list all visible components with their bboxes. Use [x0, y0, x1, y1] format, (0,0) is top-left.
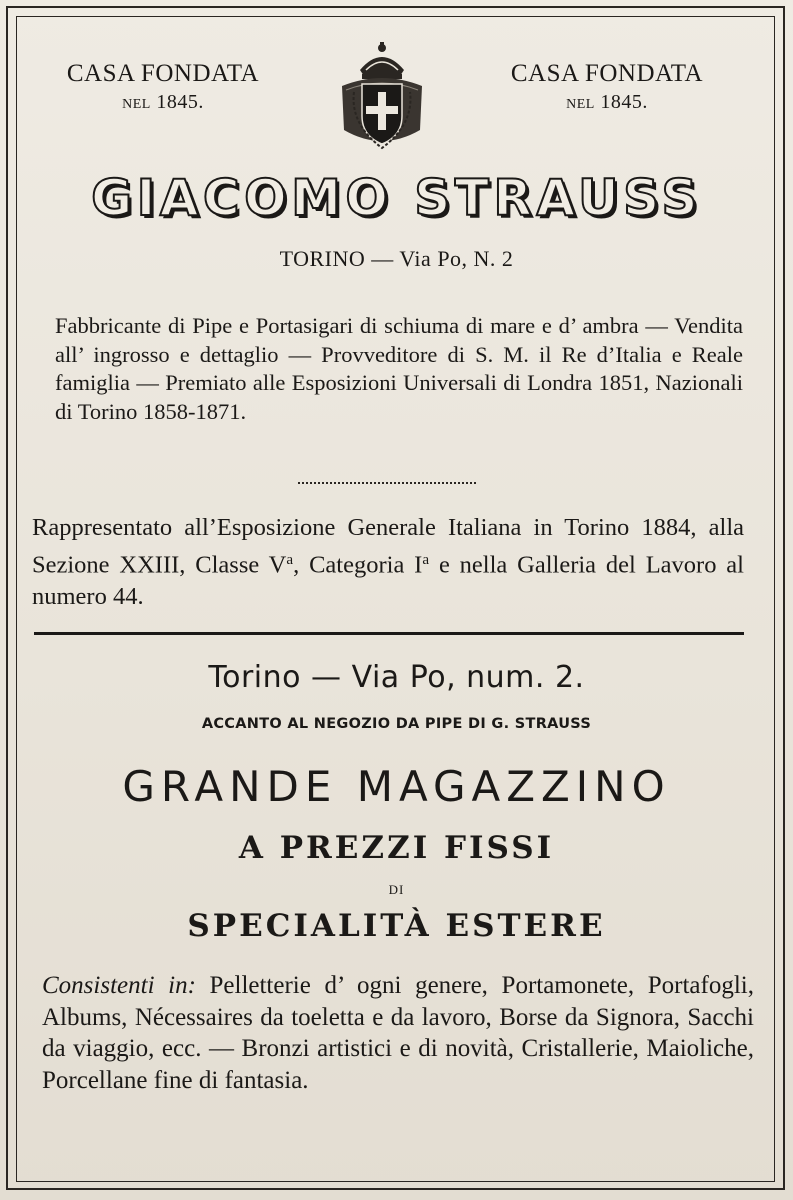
founded-right-line1: CASA FONDATA — [510, 60, 704, 87]
royal-crest-icon — [336, 40, 428, 152]
founded-right-prefix: NEL — [566, 97, 595, 112]
address-bottom: Torino — Via Po, num. 2. — [208, 660, 585, 695]
founded-left — [38, 60, 288, 119]
exhibition-text-2: , Categoria I — [293, 551, 423, 579]
address-top: TORINO — Via Po, N. 2 — [279, 246, 514, 271]
founded-right-year: 1845. — [600, 91, 648, 113]
founded-left-year: 1845. — [156, 91, 204, 113]
founded-right-line2 — [482, 88, 732, 119]
founded-right — [482, 60, 732, 119]
exhibition-sup-2: a — [422, 551, 430, 568]
founded-left-line2 — [38, 88, 288, 119]
exhibition-paragraph — [32, 512, 744, 613]
contents-lead: Consistenti in: — [42, 972, 196, 999]
company-title: GIACOMO STRAUSS — [91, 169, 702, 227]
headline-grande-magazzino: GRANDE MAGAZZINO — [122, 762, 671, 811]
contents-paragraph — [42, 970, 754, 1096]
founded-left-line1: CASA FONDATA — [66, 60, 260, 87]
headline-prezzi-fissi: A PREZZI FISSI — [238, 830, 555, 866]
exhibition-text-3: e nella Galleria del Lavoro al numero 44. — [32, 551, 744, 611]
description-paragraph: Fabbricante di Pipe e Portasigari di schiuma di mare e d’ ambra — Vendita all’ ingrosso e dettaglio — Provveditore di S. M. il Re d’Italia e Reale famiglia — Premiato alle Esposizioni Universali di Londra 1851, Nazionali di Torino 1858-1871. — [55, 313, 743, 424]
founded-left-prefix: NEL — [122, 97, 151, 112]
dotted-divider — [298, 482, 476, 484]
section-rule — [34, 632, 744, 635]
headline-specialita-estere: SPECIALITÀ ESTERE — [187, 908, 606, 944]
contents-text: Pelletterie d’ ogni genere, Portamonete, Portafogli, Albums, Nécessaires da toeletta e da lavoro, Borse da Signora, Sacchi da viaggio, ecc. — Bronzi artistici e di novità, Cristallerie, Maioliche, Porcellane fine di fantasia. — [42, 972, 754, 1094]
exhibition-sup-1: a — [286, 551, 294, 568]
headline-di: DI — [388, 882, 405, 897]
exhibition-text-1: Rappresentato all’Esposizione Generale Italiana in Torino 1884, alla Sezione XXIII, Classe V — [32, 514, 744, 579]
near-note: ACCANTO AL NEGOZIO DA PIPE DI G. STRAUSS — [201, 716, 592, 732]
